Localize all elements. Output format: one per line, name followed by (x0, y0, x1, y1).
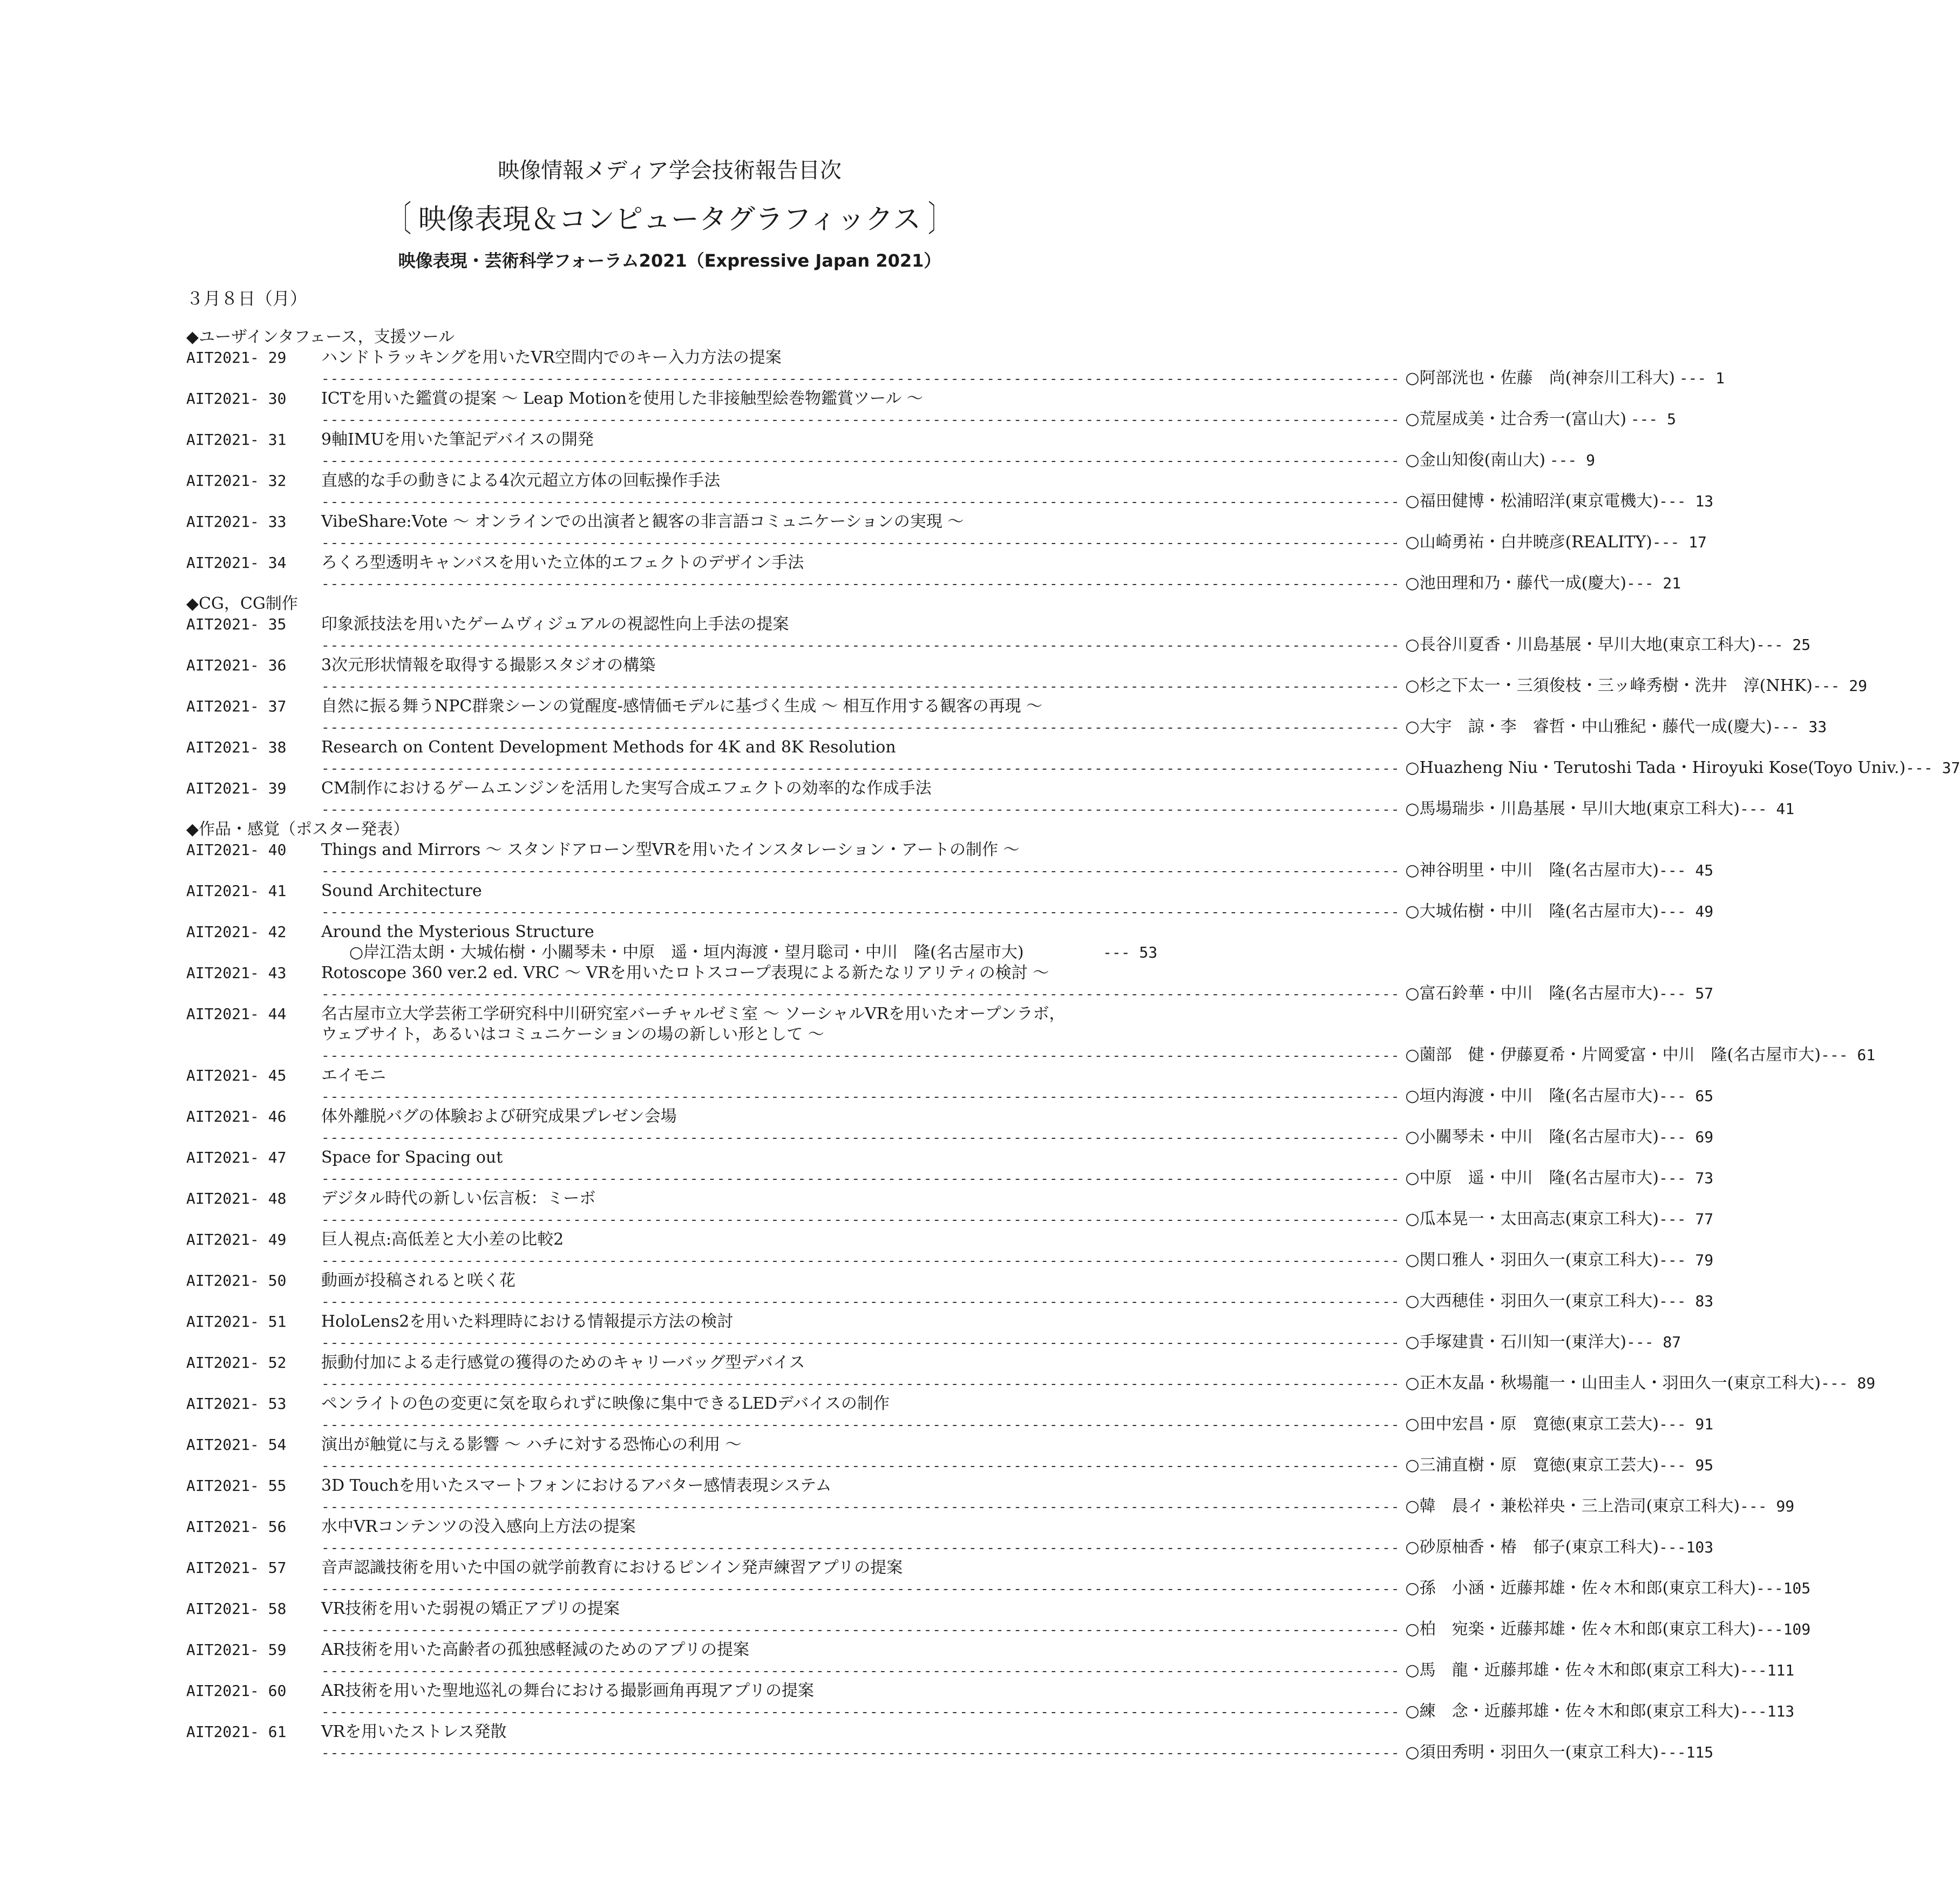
entry-title-line (186, 696, 1152, 717)
paper-title: 音声認識技術を用いた中国の就学前教育におけるピンイン発声練習アプリの提案 (321, 1558, 903, 1577)
page-number: --- 1 (1679, 369, 1725, 387)
report-code: AIT2021- 43 (186, 964, 287, 982)
paper-authors: ○大西穂佳・羽田久一(東京工科大) (1405, 1292, 1659, 1311)
entry-author-line (186, 799, 1795, 819)
dot-leader: ------------------------------------------------------------------------------------------------------------------------ (321, 1089, 1400, 1105)
paper-authors: ○阿部洸也・佐藤 尚(神奈川工科大) (1405, 369, 1675, 388)
toc-entry (186, 922, 1158, 963)
paper-title: 振動付加による走行感覚の獲得のためのキャリーバッグ型デバイス (321, 1353, 805, 1372)
paper-authors: ○中原 遥・中川 隆(名古屋市大) (1405, 1169, 1659, 1187)
dot-leader: ------------------------------------------------------------------------------------------------------------------------ (321, 371, 1400, 387)
toc-entry (186, 1394, 1714, 1435)
dot-leader: ------------------------------------------------------------------------------------------------------------------------ (321, 494, 1400, 510)
toc-list (186, 327, 1960, 1763)
paper-title: ハンドトラッキングを用いたVR空間内でのキー入力方法の提案 (321, 348, 782, 367)
report-code: AIT2021- 57 (186, 1559, 287, 1577)
toc-entry (186, 1599, 1811, 1640)
paper-title: ペンライトの色の変更に気を取られずに映像に集中できるLEDデバイスの制作 (321, 1394, 890, 1413)
entry-author-line (186, 758, 1960, 778)
entry-author-line (186, 635, 1811, 655)
toc-entry (186, 1271, 1714, 1312)
entry-author-line (186, 901, 1714, 922)
entry-author-line (186, 532, 1707, 553)
entry-author-line (186, 450, 1595, 471)
paper-authors: ○孫 小涵・近藤邦雄・佐々木和郎(東京工科大) (1405, 1579, 1756, 1598)
page-number: --- 29 (1812, 677, 1867, 695)
report-code: AIT2021- 42 (186, 923, 287, 941)
page-number: ---113 (1740, 1702, 1795, 1720)
toc-entry (186, 553, 1681, 594)
dot-leader: ------------------------------------------------------------------------------------------------------------------------ (321, 761, 1400, 777)
page-number: --- 25 (1756, 636, 1811, 654)
entry-title-line (186, 1271, 1152, 1291)
toc-entry (186, 1476, 1795, 1517)
toc-entry (186, 471, 1714, 512)
paper-authors: ○神谷明里・中川 隆(名古屋市大) (1405, 861, 1659, 880)
entry-author-line (186, 1660, 1795, 1681)
paper-title: ICTを用いた鑑賞の提案 ～ Leap Motionを使用した非接触型絵巻物鑑賞ツール ～ (321, 389, 923, 408)
entry-title-line (186, 737, 1152, 758)
entry-title-line (186, 1189, 1152, 1209)
session-date: ３月８日（月） (186, 288, 308, 309)
paper-authors: ○長谷川夏香・川島基展・早川大地(東京工科大) (1405, 635, 1756, 654)
entry-author-line (186, 717, 1827, 737)
toc-entry (186, 1722, 1714, 1763)
dot-leader: ------------------------------------------------------------------------------------------------------------------------ (321, 904, 1400, 920)
dot-leader: ------------------------------------------------------------------------------------------------------------------------ (321, 1704, 1400, 1720)
report-code: AIT2021- 60 (186, 1682, 287, 1700)
entry-title-line (186, 1148, 1152, 1168)
page-number: --- 57 (1659, 985, 1714, 1002)
paper-title: Things and Mirrors ～ スタンドアローン型VRを用いたインスタレーション・アートの制作 ～ (321, 840, 1020, 859)
paper-title: 自然に振る舞うNPC群衆シーンの覚醒度-感情価モデルに基づく生成 ～ 相互作用する観客の再現 ～ (321, 697, 1043, 716)
entry-author-line (186, 1086, 1714, 1106)
paper-title: 演出が触覚に与える影響 ～ ハチに対する恐怖心の利用 ～ (321, 1435, 742, 1454)
page-number: --- 69 (1659, 1128, 1714, 1146)
dot-leader: ------------------------------------------------------------------------------------------------------------------------ (321, 1581, 1400, 1597)
entry-author-line (186, 1496, 1795, 1517)
paper-authors: ○岸江浩太朗・大城佑樹・小關琴未・中原 遥・垣内海渡・望月聡司・中川 隆(名古屋市大) (349, 943, 1024, 962)
entry-author-line (186, 409, 1676, 430)
paper-title: 巨人視点:高低差と大小差の比較2 (321, 1230, 564, 1249)
dot-leader: ------------------------------------------------------------------------------------------------------------------------ (321, 637, 1400, 654)
dot-leader: ------------------------------------------------------------------------------------------------------------------------ (321, 1745, 1400, 1761)
paper-authors: ○正木友晶・秋場龍一・山田圭人・羽田久一(東京工科大) (1405, 1374, 1821, 1393)
paper-authors: ○垣内海渡・中川 隆(名古屋市大) (1405, 1087, 1659, 1105)
page-number: --- 13 (1659, 492, 1714, 510)
entry-author-line (186, 676, 1867, 696)
toc-entry (186, 389, 1676, 430)
page-number: --- 91 (1659, 1415, 1714, 1433)
paper-title: VibeShare:Vote ～ オンラインでの出演者と観客の非言語コミュニケーションの実現 ～ (321, 512, 964, 531)
report-code: AIT2021- 61 (186, 1723, 287, 1741)
entry-title-line (186, 430, 1152, 450)
dot-leader: ------------------------------------------------------------------------------------------------------------------------ (321, 719, 1400, 736)
paper-authors: ○瓜本晃一・太田高志(東京工科大) (1405, 1210, 1659, 1228)
report-code: AIT2021- 45 (186, 1067, 287, 1084)
page-number: --- 33 (1772, 718, 1827, 736)
entry-title-line (186, 553, 1152, 573)
paper-authors: ○手塚建貴・石川知一(東洋大) (1405, 1333, 1626, 1352)
toc-entry (186, 963, 1714, 1004)
paper-authors: ○三浦直樹・原 寛徳(東京工芸大) (1405, 1456, 1659, 1475)
paper-title: AR技術を用いた聖地巡礼の舞台における撮影画角再現アプリの提案 (321, 1681, 815, 1700)
toc-entry (186, 1558, 1811, 1599)
page-number: --- 37 (1905, 759, 1960, 777)
paper-title: Rotoscope 360 ver.2 ed. VRC ～ VRを用いたロトスコープ表現による新たなリアリティの検討 ～ (321, 963, 1049, 982)
page-number: ---115 (1659, 1743, 1714, 1761)
entry-author-line (186, 942, 1158, 963)
entry-title-line (186, 963, 1152, 983)
entry-title-line (186, 1681, 1152, 1701)
page-number: --- 5 (1630, 410, 1676, 428)
page-number: ---109 (1756, 1620, 1811, 1638)
entry-title-line (186, 1599, 1152, 1619)
entry-title-line (186, 922, 1152, 942)
paper-title: ろくろ型透明キャンバスを用いた立体的エフェクトのデザイン手法 (321, 553, 804, 572)
toc-entry (186, 778, 1795, 819)
paper-title: VRを用いたストレス発散 (321, 1722, 507, 1741)
entry-title-line (186, 1230, 1152, 1250)
report-code: AIT2021- 48 (186, 1190, 287, 1207)
page-number: --- 99 (1740, 1497, 1795, 1515)
toc-entry (186, 1065, 1714, 1106)
paper-title: 印象派技法を用いたゲームヴィジュアルの視認性向上手法の提案 (321, 615, 789, 634)
document-heading: 映像情報メディア学会技術報告目次 (498, 158, 842, 183)
paper-authors: ○薗部 健・伊藤夏希・片岡愛富・中川 隆(名古屋市大) (1405, 1046, 1821, 1064)
entry-title-line (186, 1312, 1152, 1332)
dot-leader: ------------------------------------------------------------------------------------------------------------------------ (321, 1376, 1400, 1392)
toc-entry (186, 655, 1867, 696)
toc-entry (186, 696, 1827, 737)
entry-author-line (186, 1373, 1876, 1394)
entry-author-line (186, 1414, 1714, 1435)
report-code: AIT2021- 50 (186, 1272, 287, 1289)
paper-authors: ○富石鈴華・中川 隆(名古屋市大) (1405, 984, 1659, 1003)
paper-authors: ○韓 晨イ・兼松祥央・三上浩司(東京工科大) (1405, 1497, 1740, 1516)
toc-entry (186, 1106, 1714, 1148)
toc-entry (186, 1435, 1714, 1476)
toc-entry (186, 1312, 1681, 1353)
dot-leader: ------------------------------------------------------------------------------------------------------------------------ (321, 1622, 1400, 1638)
entry-title-line (186, 840, 1152, 860)
paper-authors: ○馬場瑞歩・川島基展・早川大地(東京工科大) (1405, 799, 1740, 818)
toc-entry (186, 1230, 1714, 1271)
entry-title-line (186, 1640, 1152, 1660)
entry-author-line (186, 1455, 1714, 1476)
paper-title-continued: ウェブサイト，あるいはコミュニケーションの場の新しい形として ～ (321, 1025, 824, 1044)
report-code: AIT2021- 29 (186, 349, 287, 366)
report-code: AIT2021- 53 (186, 1395, 287, 1413)
entry-author-line (186, 1250, 1714, 1271)
report-code: AIT2021- 33 (186, 513, 287, 531)
page-number: --- 73 (1659, 1169, 1714, 1187)
entry-title-line (186, 1004, 1152, 1024)
page-number: ---105 (1756, 1579, 1811, 1597)
entry-title-line (186, 1558, 1152, 1578)
entry-title-line (186, 512, 1152, 532)
report-code: AIT2021- 55 (186, 1477, 287, 1495)
page-number: --- 79 (1659, 1251, 1714, 1269)
paper-title: 名古屋市立大学芸術工学研究科中川研究室バーチャルゼミ室 ～ ソーシャルVRを用いたオープンラボ， (321, 1004, 1066, 1023)
entry-title-line (186, 1065, 1152, 1086)
toc-entry (186, 1353, 1876, 1394)
toc-entry (186, 430, 1595, 471)
toc-entry (186, 1640, 1795, 1681)
paper-title: Around the Mysterious Structure (321, 922, 594, 941)
page-number: --- 83 (1659, 1292, 1714, 1310)
paper-authors: ○馬 龍・近藤邦雄・佐々木和郎(東京工科大) (1405, 1661, 1740, 1680)
paper-title: 水中VRコンテンツの没入感向上方法の提案 (321, 1517, 636, 1536)
report-code: AIT2021- 49 (186, 1231, 287, 1248)
paper-title: 3次元形状情報を取得する撮影スタジオの構築 (321, 656, 656, 675)
entry-author-line (186, 1127, 1714, 1148)
page-number: --- 41 (1740, 800, 1795, 818)
report-code: AIT2021- 58 (186, 1600, 287, 1618)
toc-entry (186, 737, 1960, 778)
toc-entry (186, 1148, 1714, 1189)
paper-authors: ○練 念・近藤邦雄・佐々木和郎(東京工科大) (1405, 1702, 1740, 1721)
paper-title: 9軸IMUを用いた筆記デバイスの開発 (321, 430, 594, 449)
entry-title-line (186, 655, 1152, 676)
report-code: AIT2021- 34 (186, 554, 287, 572)
report-code: AIT2021- 52 (186, 1354, 287, 1372)
entry-author-line (186, 573, 1681, 594)
page-number: --- 21 (1626, 574, 1681, 592)
paper-title: 直感的な手の動きによる4次元超立方体の回転操作手法 (321, 471, 721, 490)
report-code: AIT2021- 47 (186, 1149, 287, 1166)
entry-title-line (186, 778, 1152, 799)
paper-title: Research on Content Development Methods for 4K and 8K Resolution (321, 738, 896, 757)
paper-authors: ○荒屋成美・辻合秀一(富山大) (1405, 410, 1626, 429)
entry-author-line (186, 491, 1714, 512)
page-number: --- 77 (1659, 1210, 1714, 1228)
toc-entry (186, 840, 1714, 881)
bracket-open: 〔 (390, 198, 411, 240)
paper-title: CM制作におけるゲームエンジンを活用した実写合成エフェクトの効率的な作成手法 (321, 779, 932, 798)
paper-authors: ○大宇 諒・李 睿哲・中山雅紀・藤代一成(慶大) (1405, 717, 1772, 736)
report-code: AIT2021- 59 (186, 1641, 287, 1659)
report-code: AIT2021- 38 (186, 738, 287, 756)
dot-leader: ------------------------------------------------------------------------------------------------------------------------ (321, 1499, 1400, 1515)
paper-authors: ○関口雅人・羽田久一(東京工科大) (1405, 1251, 1659, 1270)
report-code: AIT2021- 37 (186, 697, 287, 715)
entry-title-line (186, 1394, 1152, 1414)
report-code: AIT2021- 32 (186, 472, 287, 490)
report-code: AIT2021- 40 (186, 841, 287, 859)
paper-authors: ○大城佑樹・中川 隆(名古屋市大) (1405, 902, 1659, 921)
dot-leader: ------------------------------------------------------------------------------------------------------------------------ (321, 1458, 1400, 1474)
report-code: AIT2021- 51 (186, 1313, 287, 1330)
entry-title-line (186, 1722, 1152, 1742)
paper-title: エイモニ (321, 1066, 386, 1085)
dot-leader: ------------------------------------------------------------------------------------------------------------------------ (321, 412, 1400, 428)
toc-entry (186, 1517, 1714, 1558)
dot-leader: ------------------------------------------------------------------------------------------------------------------------ (321, 1253, 1400, 1269)
entry-author-line (186, 1209, 1714, 1230)
entry-author-line (186, 1537, 1714, 1558)
dot-leader: ------------------------------------------------------------------------------------------------------------------------ (321, 1663, 1400, 1679)
paper-authors: ○山崎勇祐・白井暁彦(REALITY) (1405, 533, 1652, 552)
entry-title-line (186, 471, 1152, 491)
page-number: ---103 (1659, 1538, 1714, 1556)
paper-authors: ○小關琴未・中川 隆(名古屋市大) (1405, 1128, 1659, 1146)
paper-title: Sound Architecture (321, 881, 482, 900)
paper-authors: ○田中宏昌・原 寛徳(東京工芸大) (1405, 1415, 1659, 1434)
dot-leader: ------------------------------------------------------------------------------------------------------------------------ (321, 535, 1400, 551)
category-title: 映像表現＆コンピュータグラフィックス (418, 203, 921, 236)
dot-leader: ------------------------------------------------------------------------------------------------------------------------ (321, 576, 1400, 592)
forum-title: 映像表現・芸術科学フォーラム2021（Expressive Japan 2021） (398, 250, 941, 271)
entry-author-line (186, 1291, 1714, 1312)
entry-title-line (186, 1106, 1152, 1127)
toc-entry (186, 1004, 1876, 1065)
paper-title: AR技術を用いた高齢者の孤独感軽減のためのアプリの提案 (321, 1640, 750, 1659)
page-number: --- 9 (1549, 451, 1595, 469)
report-code: AIT2021- 44 (186, 1005, 287, 1023)
paper-authors: ○須田秀明・羽田久一(東京工科大) (1405, 1743, 1659, 1762)
paper-authors: ○砂原柚香・椿 郁子(東京工科大) (1405, 1538, 1659, 1557)
toc-entry (186, 614, 1811, 655)
page-number: --- 61 (1821, 1046, 1876, 1064)
section-heading: ◆ユーザインタフェース，支援ツール (186, 328, 455, 347)
page-number: --- 17 (1652, 533, 1707, 551)
entry-author-line (186, 983, 1714, 1004)
paper-title: HoloLens2を用いた料理時における情報提示方法の検討 (321, 1312, 734, 1331)
entry-author-line (186, 1332, 1681, 1353)
report-code: AIT2021- 54 (186, 1436, 287, 1454)
paper-title: 動画が投稿されると咲く花 (321, 1271, 516, 1290)
bracket-close: 〕 (928, 198, 950, 240)
page-number: --- 95 (1659, 1456, 1714, 1474)
page-number: ---111 (1740, 1661, 1795, 1679)
dot-leader: ------------------------------------------------------------------------------------------------------------------------ (321, 1212, 1400, 1228)
entry-author-line (186, 1168, 1714, 1189)
page-number: --- 65 (1659, 1087, 1714, 1105)
entry-title-line (186, 1517, 1152, 1537)
dot-leader: ------------------------------------------------------------------------------------------------------------------------ (321, 1335, 1400, 1351)
entry-author-line (186, 1045, 1876, 1065)
entry-author-line (186, 860, 1714, 881)
page-number: --- 53 (1103, 943, 1158, 961)
dot-leader: ------------------------------------------------------------------------------------------------------------------------ (321, 863, 1400, 879)
dot-leader: ------------------------------------------------------------------------------------------------------------------------ (321, 1171, 1400, 1187)
report-code: AIT2021- 30 (186, 390, 287, 408)
paper-authors: ○池田理和乃・藤代一成(慶大) (1405, 574, 1626, 593)
page-number: --- 89 (1821, 1374, 1876, 1392)
document-category (0, 190, 1339, 241)
entry-author-line (186, 368, 1725, 389)
entry-title-line (186, 389, 1152, 409)
dot-leader: ------------------------------------------------------------------------------------------------------------------------ (321, 678, 1400, 695)
paper-authors: ○Huazheng Niu・Terutoshi Tada・Hiroyuki Kose(Toyo Univ.) (1405, 758, 1906, 777)
report-code: AIT2021- 36 (186, 656, 287, 674)
entry-author-line (186, 1578, 1811, 1599)
page-number: --- 45 (1659, 861, 1714, 879)
page-number: --- 87 (1626, 1333, 1681, 1351)
entry-title-line (186, 1353, 1152, 1373)
dot-leader: ------------------------------------------------------------------------------------------------------------------------ (321, 1417, 1400, 1433)
dot-leader: ------------------------------------------------------------------------------------------------------------------------ (321, 986, 1400, 1002)
paper-authors: ○柏 宛楽・近藤邦雄・佐々木和郎(東京工科大) (1405, 1620, 1756, 1639)
paper-title: 体外離脱バグの体験および研究成果プレゼン会場 (321, 1107, 677, 1126)
entry-title-line (186, 881, 1152, 901)
toc-entry (186, 1681, 1795, 1722)
report-code: AIT2021- 56 (186, 1518, 287, 1536)
dot-leader: ------------------------------------------------------------------------------------------------------------------------ (321, 802, 1400, 818)
toc-entry (186, 881, 1714, 922)
paper-authors: ○杉之下太一・三須俊枝・三ッ峰秀樹・洗井 淳(NHK) (1405, 676, 1813, 695)
paper-title: 3D Touchを用いたスマートフォンにおけるアバター感情表現システム (321, 1476, 832, 1495)
toc-entry (186, 1189, 1714, 1230)
page-number: --- 49 (1659, 902, 1714, 920)
report-code: AIT2021- 46 (186, 1108, 287, 1125)
entry-title-line (186, 1435, 1152, 1455)
report-code: AIT2021- 35 (186, 615, 287, 633)
dot-leader: ------------------------------------------------------------------------------------------------------------------------ (321, 1540, 1400, 1556)
entry-title-line (186, 1476, 1152, 1496)
toc-entry (186, 348, 1725, 389)
paper-title: VR技術を用いた弱視の矯正アプリの提案 (321, 1599, 620, 1618)
toc-entry (186, 512, 1707, 553)
dot-leader: ------------------------------------------------------------------------------------------------------------------------ (321, 1294, 1400, 1310)
entry-author-line (186, 1742, 1714, 1763)
entry-author-line (186, 1701, 1795, 1722)
dot-leader: ------------------------------------------------------------------------------------------------------------------------ (321, 1048, 1400, 1064)
dot-leader: ------------------------------------------------------------------------------------------------------------------------ (321, 453, 1400, 469)
section-heading: ◆CG，CG制作 (186, 594, 298, 613)
entry-title-line (186, 348, 1152, 368)
dot-leader: ------------------------------------------------------------------------------------------------------------------------ (321, 1130, 1400, 1146)
entry-title-line (186, 614, 1152, 635)
paper-title: Space for Spacing out (321, 1148, 503, 1167)
paper-authors: ○福田健博・松浦昭洋(東京電機大) (1405, 492, 1659, 511)
author-indent (321, 942, 1103, 963)
paper-title: デジタル時代の新しい伝言板：ミーボ (321, 1189, 596, 1208)
report-code: AIT2021- 39 (186, 779, 287, 797)
paper-authors: ○金山知俊(南山大) (1405, 451, 1545, 470)
report-code: AIT2021- 31 (186, 431, 287, 449)
report-code: AIT2021- 41 (186, 882, 287, 900)
entry-author-line (186, 1619, 1811, 1640)
section-heading: ◆作品・感覚（ポスター発表） (186, 820, 410, 839)
